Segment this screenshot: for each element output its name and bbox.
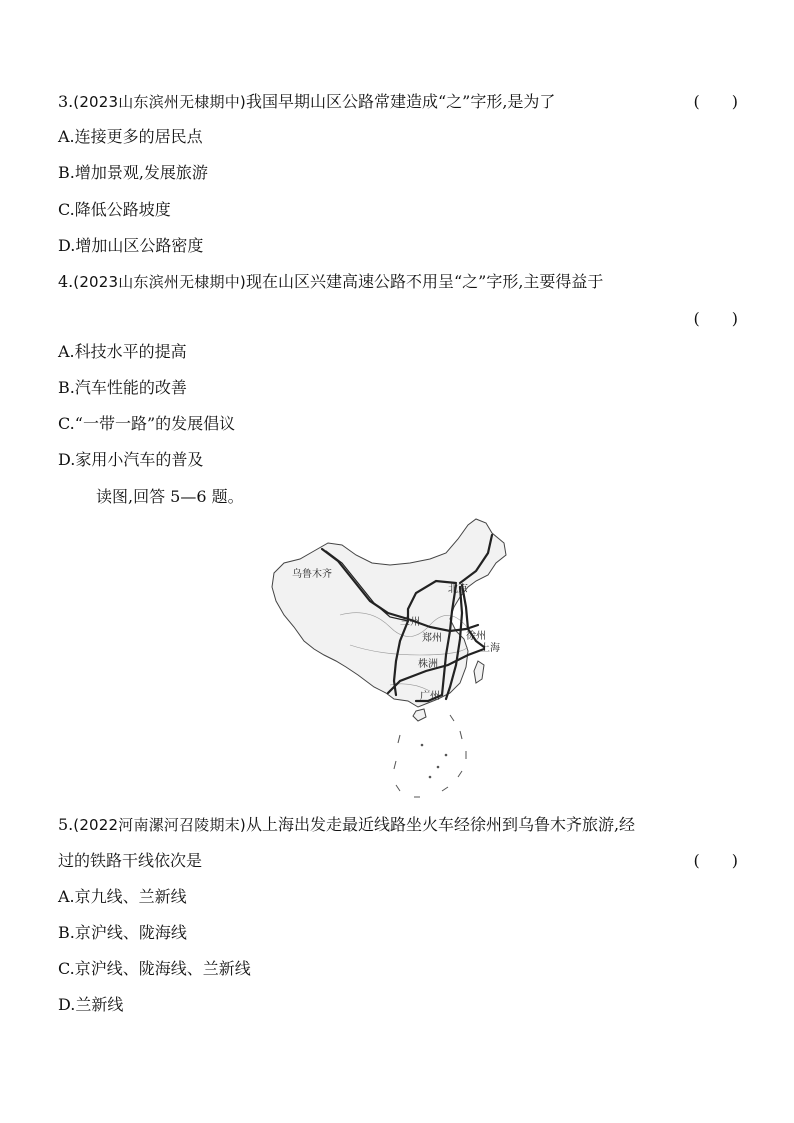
question-number: 5. xyxy=(58,815,74,834)
answer-bracket[interactable]: ( ) xyxy=(693,92,738,111)
question-3-stem xyxy=(58,92,748,112)
answer-bracket[interactable]: ( ) xyxy=(693,851,738,870)
option-label: D. xyxy=(58,450,76,469)
city-label-guangzhou: 广州 xyxy=(420,691,440,702)
question-number: 3. xyxy=(58,92,74,111)
option-d[interactable] xyxy=(58,236,203,256)
taiwan-island xyxy=(474,661,484,683)
option-text: 降低公路坡度 xyxy=(74,200,171,219)
hainan-island xyxy=(413,709,426,721)
option-text: 科技水平的提高 xyxy=(74,342,187,361)
option-text: 京沪线、陇海线 xyxy=(74,923,187,942)
city-label-zhengzhou: 郑州 xyxy=(422,633,442,644)
answer-bracket[interactable]: ( ) xyxy=(693,309,738,328)
option-b[interactable] xyxy=(58,378,187,398)
question-number: 4. xyxy=(58,272,74,291)
option-text: 增加山区公路密度 xyxy=(75,236,204,255)
option-b[interactable] xyxy=(58,923,187,943)
question-source: (2022河南漯河召陵期末) xyxy=(73,816,246,834)
question-4-stem xyxy=(58,272,748,292)
question-text: 从上海出发走最近线路坐火车经徐州到乌鲁木齐旅游,经 xyxy=(245,815,636,834)
question-5-stem xyxy=(58,815,748,835)
option-c[interactable] xyxy=(58,959,251,979)
option-a[interactable] xyxy=(58,127,203,147)
question-source: (2023山东滨州无棣期中) xyxy=(73,273,246,291)
option-label: A. xyxy=(58,127,75,146)
city-label-lanzhou: 兰州 xyxy=(400,617,420,628)
option-label: B. xyxy=(58,163,75,182)
option-text: “一带一路”的发展倡议 xyxy=(74,414,236,433)
option-c[interactable] xyxy=(58,200,171,220)
question-source: (2023山东滨州无棣期中) xyxy=(73,93,246,111)
map-graphic xyxy=(270,515,510,805)
china-railway-map xyxy=(270,515,510,805)
option-label: D. xyxy=(58,236,76,255)
option-label: A. xyxy=(58,342,75,361)
option-text: 京九线、兰新线 xyxy=(74,887,187,906)
option-text: 家用小汽车的普及 xyxy=(75,450,204,469)
option-text: 京沪线、陇海线、兰新线 xyxy=(74,959,251,978)
option-text: 连接更多的居民点 xyxy=(74,127,203,146)
reading-instruction: 读图,回答 5—6 题。 xyxy=(96,487,244,506)
option-a[interactable] xyxy=(58,887,187,907)
question-text: 现在山区兴建高速公路不用呈“之”字形,主要得益于 xyxy=(245,272,604,291)
option-label: C. xyxy=(58,414,75,433)
city-label-zhuzhou: 株洲 xyxy=(418,659,438,670)
option-label: A. xyxy=(58,887,75,906)
city-label-urumqi: 乌鲁木齐 xyxy=(292,569,332,580)
option-label: C. xyxy=(58,959,75,978)
city-label-shanghai: 上海 xyxy=(480,643,500,654)
question-5-stem-line-2: 过的铁路干线依次是 xyxy=(58,851,203,870)
option-c[interactable] xyxy=(58,414,235,434)
option-label: D. xyxy=(58,995,76,1014)
city-label-xuzhou: 徐州 xyxy=(466,631,486,642)
option-label: C. xyxy=(58,200,75,219)
option-text: 兰新线 xyxy=(75,995,124,1014)
question-text: 我国早期山区公路常建造成“之”字形,是为了 xyxy=(245,92,556,111)
option-text: 增加景观,发展旅游 xyxy=(74,163,208,182)
south-sea-dashes xyxy=(394,715,466,797)
option-b[interactable] xyxy=(58,163,208,183)
option-text: 汽车性能的改善 xyxy=(74,378,187,397)
option-d[interactable] xyxy=(58,450,203,470)
option-d[interactable] xyxy=(58,995,123,1015)
city-label-beijing: 北京 xyxy=(448,584,468,595)
option-label: B. xyxy=(58,378,75,397)
option-label: B. xyxy=(58,923,75,942)
option-a[interactable] xyxy=(58,342,187,362)
